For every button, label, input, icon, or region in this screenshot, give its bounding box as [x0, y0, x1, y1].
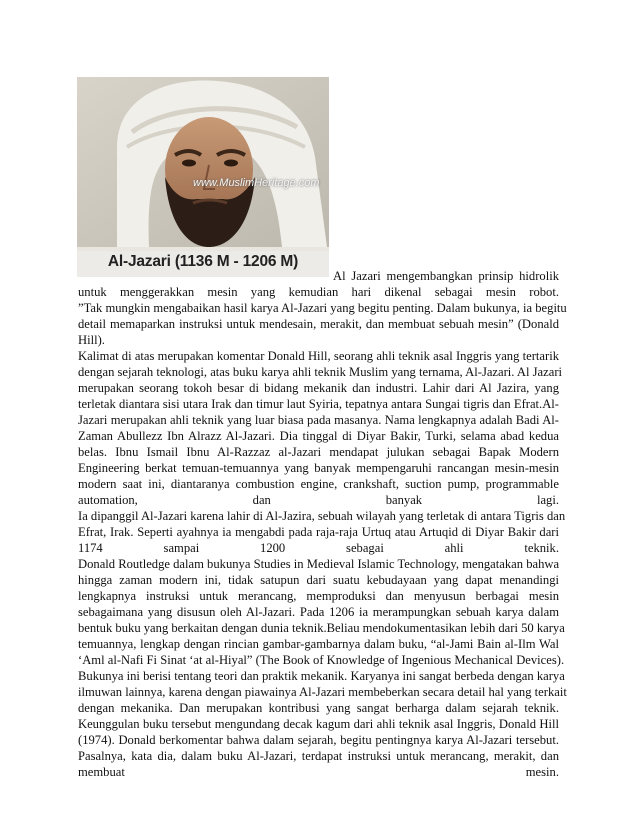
body-line: Donald Routledge dalam bukunya Studies in Medieval Islamic Technology, mengatakan bahwa: [78, 557, 560, 571]
body-line: Ia dipanggil Al-Jazari karena lahir di Al-Jazira, sebuah wilayah yang terletak di antara Tigris dan: [78, 509, 566, 523]
body-line: dengan mekanika. Dan merupakan kontribusi yang sangat berharga dalam sejarah teknik.: [78, 701, 559, 715]
body-line: Keunggulan buku tersebut mengundang decak kagum dari ahli teknik asal Inggris, Donald Hill: [78, 717, 559, 731]
body-line: Kalimat di atas merupakan komentar Donald Hill, seorang ahli teknik asal Inggris yang tertarik: [78, 349, 559, 363]
body-line: Al Jazari mengembangkan prinsip hidrolik: [333, 269, 559, 283]
body-line: Pasalnya, kata dia, dalam buku Al-Jazari, terdapat instruksi untuk merancang, merakit, dan: [78, 749, 559, 763]
body-line: Bukunya ini berisi tentang teori dan praktik mekanik. Karyanya ini sangat berbeda dengan karya: [78, 669, 565, 683]
body-line: temuannya, lengkap dengan rincian gambar-gambarnya dalam buku, “al-Jami Bain al-Ilm Wal: [78, 637, 559, 651]
body-line: belas. Ibnu Ismail Ibnu Al-Razzaz al-Jazari mendapat julukan sebagai Bapak Modern: [78, 445, 559, 459]
body-line: lengkapnya instruksi untuk merancang, memproduksi dan menyusun berbagai mesin: [78, 589, 559, 603]
body-line: bentuk buku yang berkaitan dengan dunia teknik.Beliau mendokumentasikan lebih dari 50 karya: [78, 621, 565, 635]
body-line: sebagaimana yang disusun oleh Al-Jazari. Pada 1206 ia merampungkan sebuah karya dalam: [78, 605, 559, 619]
portrait-figure: [77, 77, 329, 277]
body-line: ”Tak mungkin mengabaikan hasil karya Al-Jazari yang begitu penting. Dalam bukunya, ia begitu: [78, 301, 567, 315]
body-line: Jazari merupakan ahli teknik yang luar biasa pada masanya. Nama lengkapnya adalah Badi Al-: [78, 413, 559, 427]
body-line: Zaman Abullezz Ibn Alrazz Al-Jazari. Dia tinggal di Diyar Bakir, Turki, selama abad kedua: [78, 429, 559, 443]
body-line: (1974). Donald berkomentar bahwa dalam sejarah, begitu pentingnya karya Al-Jazari tersebut.: [78, 733, 559, 747]
body-line: Efrat, Irak. Seperti ayahnya ia mengabdi pada raja-raja Urtuq atau Artuqid di Diyar Bakir dari: [78, 525, 559, 539]
body-line: modern saat ini, diantaranya combustion engine, crankshaft, suction pump, programmable: [78, 477, 559, 491]
body-line: membuat mesin.: [78, 765, 559, 779]
watermark-text: www.MuslimHeritage.com: [193, 177, 320, 189]
body-line: Engineering berkat temuan-temuannya yang banyak mempengaruhi rancangan mesin-mesin: [78, 461, 559, 475]
body-line: automation, dan banyak lagi.: [78, 493, 559, 507]
figure-caption: Al-Jazari (1136 M - 1206 M): [107, 253, 299, 270]
body-line: untuk menggerakkan mesin yang kemudian hari dikenal sebagai mesin robot.: [78, 285, 559, 299]
body-line: ilmuwan lainnya, karena dengan piawainya Al-Jazari membeberkan secara detail hal yang terkait: [78, 685, 567, 699]
body-line: detail memaparkan instruksi untuk mendesain, merakit, dan membuat sebuah mesin” (Donald: [78, 317, 559, 331]
body-line: Hill).: [78, 333, 105, 347]
body-line: ‘Aml al-Nafi Fi Sinat ‘at al-Hiyal” (The Book of Knowledge of Ingenious Mechanical Devices).: [78, 653, 565, 667]
body-line: dengan sejarah teknologi, atas buku karya ahli teknik Muslim yang ternama, Al-Jazari. Al Jazari: [78, 365, 563, 379]
body-line: 1174 sampai 1200 sebagai ahli teknik.: [78, 541, 559, 555]
body-line: terletak diantara sisi utara Irak dan timur laut Syiria, tepatnya antara Sungai tigris dan Efrat.Al-: [78, 397, 559, 411]
body-line: hingga zaman modern ini, tidak satupun dari suatu kebudayaan yang dapat menandingi: [78, 573, 559, 587]
body-line: merupakan seorang tokoh besar di bidang mekanik dan industri. Lahir dari Al Jazira, yang: [78, 381, 559, 395]
portrait-image: [77, 77, 329, 247]
